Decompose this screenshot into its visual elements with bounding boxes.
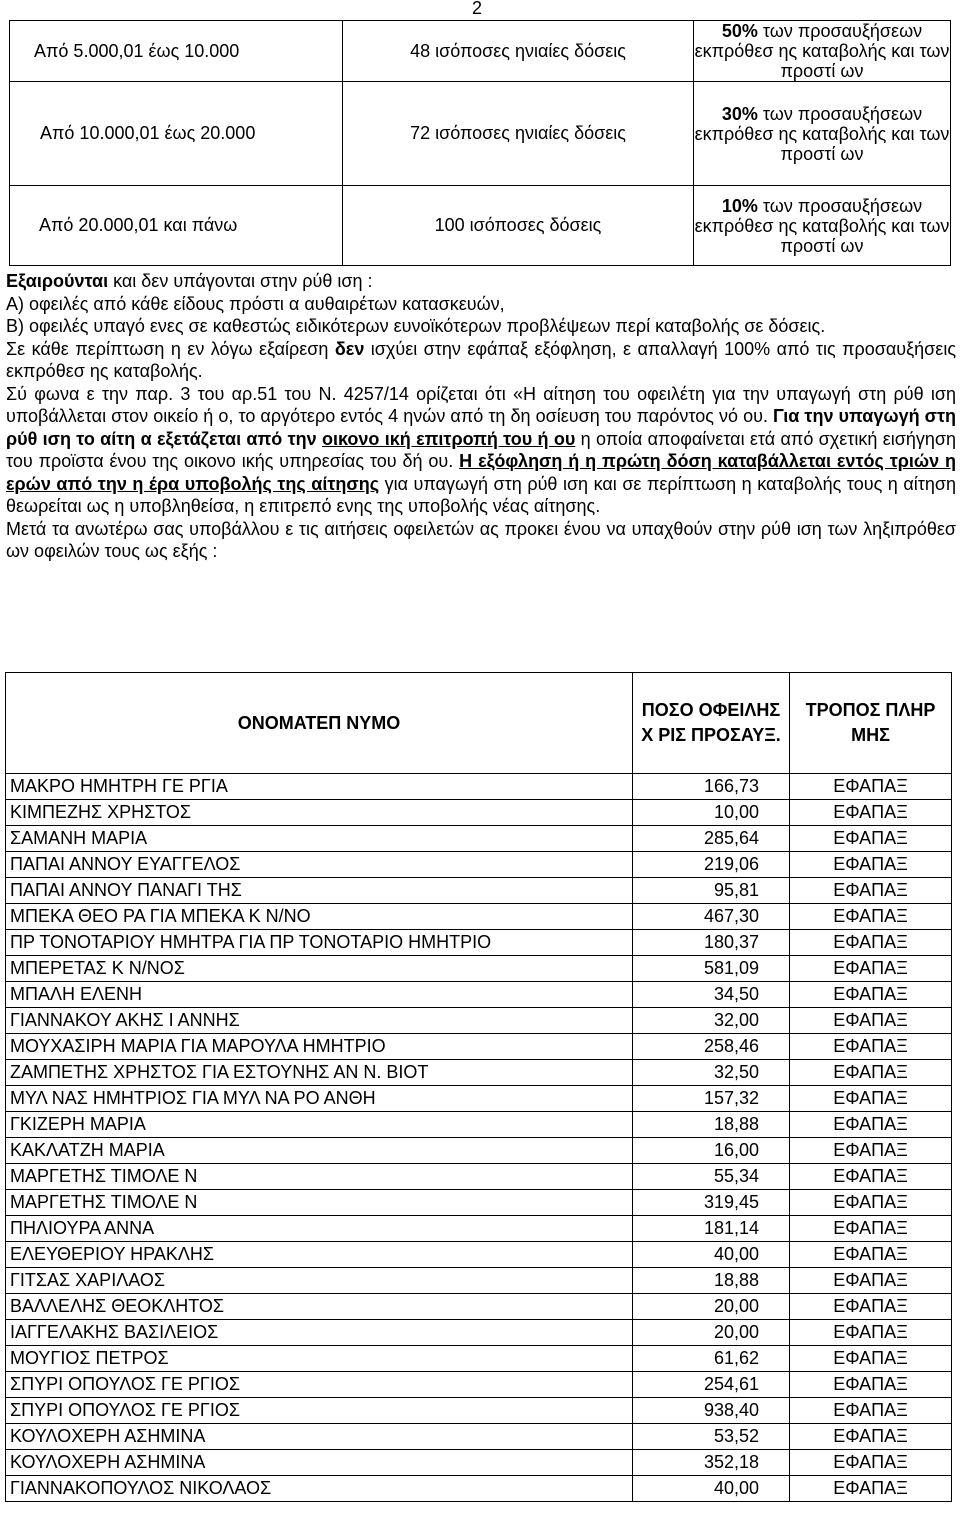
discount-cell [694, 82, 951, 186]
table-row [6, 1242, 952, 1268]
p2-bold-underline-2: Η εξόφληση ή η πρώτη δόση καταβάλλεται εντός τριών η ερών από την η έρα υποβολής της αίτησης [6, 451, 956, 494]
discount-percent: 10% [721, 195, 758, 216]
debtor-name: ΠΡ ΤΟΝΟΤΑΡΙΟΥ ΗΜΗΤΡΑ ΓΙΑ ΠΡ ΤΟΝΟΤΑΡΙΟ ΗΜΗΤΡΙΟ [6, 930, 633, 956]
debtor-name: ΙΑΓΓΕΛΑΚΗΣ ΒΑΣΙΛΕΙΟΣ [6, 1320, 633, 1346]
debtor-payment-mode: ΕΦΑΠΑΞ [790, 982, 952, 1008]
debtor-amount: 157,32 [633, 1086, 790, 1112]
debtor-amount: 254,61 [633, 1372, 790, 1398]
debtor-name: ΓΙΤΣΑΣ ΧΑΡΙΛΑΟΣ [6, 1268, 633, 1294]
debtor-amount: 61,62 [633, 1346, 790, 1372]
debtor-name: ΚΑΚΛΑΤΖΗ ΜΑΡΙΑ [6, 1138, 633, 1164]
table-row [6, 904, 952, 930]
debtor-amount: 219,06 [633, 852, 790, 878]
debtor-amount: 10,00 [633, 800, 790, 826]
debtor-name: ΜΟΥΧΑΣΙΡΗ ΜΑΡΙΑ ΓΙΑ ΜΑΡΟΥΛΑ ΗΜΗΤΡΙΟ [6, 1034, 633, 1060]
debtor-amount: 95,81 [633, 878, 790, 904]
law-paragraph [6, 383, 956, 518]
installments-cell [343, 186, 694, 266]
table-row [6, 1034, 952, 1060]
debtor-name: ΜΠΕΚΑ ΘΕΟ ΡΑ ΓΙΑ ΜΠΕΚΑ Κ Ν/ΝΟ [6, 904, 633, 930]
table-row [6, 956, 952, 982]
table-row [6, 1060, 952, 1086]
lump-sum-paragraph [6, 338, 956, 383]
debtor-name: ΚΟΥΛΟΧΕΡΗ ΑΣΗΜΙΝΑ [6, 1424, 633, 1450]
debtor-name: ΜΠΕΡΕΤΑΣ Κ Ν/ΝΟΣ [6, 956, 633, 982]
header-name: ΟΝΟΜΑΤΕΠ ΝΥΜΟ [6, 673, 633, 774]
range-cell [10, 82, 343, 186]
table-row [6, 1268, 952, 1294]
installments-text: 72 ισόποσες ηνιαίες δόσεις [410, 123, 626, 144]
exemption-heading [6, 270, 956, 293]
debtor-amount: 180,37 [633, 930, 790, 956]
body-text [6, 270, 956, 563]
debtor-payment-mode: ΕΦΑΠΑΞ [790, 1060, 952, 1086]
debtor-payment-mode: ΕΦΑΠΑΞ [790, 1190, 952, 1216]
discount-percent: 30% [721, 103, 758, 124]
table-row [6, 1450, 952, 1476]
exemption-label: Εξαιρούνται [6, 271, 109, 291]
range-text: Από 20.000,01 και πάνω [39, 215, 238, 236]
debtor-name: ΜΥΛ ΝΑΣ ΗΜΗΤΡΙΟΣ ΓΙΑ ΜΥΛ ΝΑ ΡΟ ΑΝΘΗ [6, 1086, 633, 1112]
exemption-text: και δεν υπάγονται στην ρύθ ιση : [108, 271, 373, 291]
debtor-amount: 53,52 [633, 1424, 790, 1450]
debtor-amount: 285,64 [633, 826, 790, 852]
p2-bold: Για την υπαγωγή στη ρύθ ιση το αίτη α εξετάζεται από την [6, 406, 957, 449]
table-row [6, 1346, 952, 1372]
discount-cell [694, 186, 951, 266]
debtors-body [6, 774, 952, 1502]
installments-text: 100 ισόποσες δόσεις [434, 215, 602, 236]
debtor-amount: 467,30 [633, 904, 790, 930]
debtor-amount: 34,50 [633, 982, 790, 1008]
debtor-name: ΓΙΑΝΝΑΚΟΠΟΥΛΟΣ ΝΙΚΟΛΑΟΣ [6, 1476, 633, 1502]
exemption-item-a: Α) οφειλές από κάθε είδους πρόστι α αυθαιρέτων κατασκευών, [6, 293, 505, 314]
table-row [6, 1294, 952, 1320]
table-row [6, 800, 952, 826]
debtor-payment-mode: ΕΦΑΠΑΞ [790, 1346, 952, 1372]
installments-cell [343, 82, 694, 186]
debtor-payment-mode: ΕΦΑΠΑΞ [790, 1450, 952, 1476]
debtor-amount: 258,46 [633, 1034, 790, 1060]
p2-text-a: Σύ φωνα ε την παρ. 3 του αρ.51 του Ν. 4257/14 ορίζεται ότι «Η αίτηση του οφειλέτη για την υπαγωγή στη ρύθ ιση υποβάλλεται στον οικείο ή ο, το αργότερο εντός 4 ηνών από τη δη οσίευση του παρόντος νό ου. [6, 383, 956, 426]
debtor-name: ΜΠΑΛΗ ΕΛΕΝΗ [6, 982, 633, 1008]
debtor-name: ΣΠΥΡΙ ΟΠΟΥΛΟΣ ΓΕ ΡΓΙΟΣ [6, 1398, 633, 1424]
table-row [6, 1086, 952, 1112]
debtor-payment-mode: ΕΦΑΠΑΞ [790, 878, 952, 904]
debtor-payment-mode: ΕΦΑΠΑΞ [790, 1034, 952, 1060]
debtor-amount: 20,00 [633, 1294, 790, 1320]
debtor-name: ΠΑΠΑΙ ΑΝΝΟΥ ΠΑΝΑΓΙ ΤΗΣ [6, 878, 633, 904]
range-cell [10, 21, 343, 82]
debtor-payment-mode: ΕΦΑΠΑΞ [790, 904, 952, 930]
table-row [6, 982, 952, 1008]
p1-text-a: Σε κάθε περίπτωση η εν λόγω εξαίρεση [6, 338, 335, 359]
debtor-amount: 32,50 [633, 1060, 790, 1086]
debtor-payment-mode: ΕΦΑΠΑΞ [790, 1138, 952, 1164]
discount-text: των προσαυξήσεων εκπρόθεσ ης καταβολής και των προστί ων [694, 103, 950, 165]
debtor-payment-mode: ΕΦΑΠΑΞ [790, 826, 952, 852]
exemption-item-b: Β) οφειλές υπαγό ενες σε καθεστώς ειδικότερων ευνοϊκότερων προβλέψεων περί καταβολής σε δόσεις. [6, 316, 826, 336]
table-row [6, 1424, 952, 1450]
p1-text-b: ισχύει στην εφάπαξ εξόφληση, ε απαλλαγή 100% από τις προσαυξήσεις εκπρόθεσ ης καταβολής. [6, 338, 956, 381]
table-row [6, 1138, 952, 1164]
debtor-amount: 16,00 [633, 1138, 790, 1164]
debtor-name: ΚΟΥΛΟΧΕΡΗ ΑΣΗΜΙΝΑ [6, 1450, 633, 1476]
debtor-amount: 55,34 [633, 1164, 790, 1190]
table-row [6, 878, 952, 904]
debtor-name: ΕΛΕΥΘΕΡΙΟΥ ΗΡΑΚΛΗΣ [6, 1242, 633, 1268]
discount-text: των προσαυξήσεων εκπρόθεσ ης καταβολής και των προστί ων [694, 21, 950, 82]
p2-text-b: η οποία αποφαίνεται ετά από σχετική εισήγηση του προϊστα ένου της οικονο ικής υπηρεσίας του δή ου. [6, 428, 956, 471]
table-row [6, 1008, 952, 1034]
p1-bold: δεν [334, 338, 365, 359]
submission-paragraph: Μετά τα ανωτέρω σας υποβάλλου ε τις αιτήσεις οφειλετών ας προκει ένου να υπαχθούν στην ρύθ ιση των ληξιπρόθεσ ων οφειλών τους ως εξής : [6, 518, 956, 561]
table-row [6, 1190, 952, 1216]
debtor-name: ΜΟΥΓΙΟΣ ΠΕΤΡΟΣ [6, 1346, 633, 1372]
p2-bold-underline-1: οικονο ική επιτροπή του ή ου [321, 428, 576, 449]
debtor-payment-mode: ΕΦΑΠΑΞ [790, 1398, 952, 1424]
table-row [6, 930, 952, 956]
debtor-name: ΚΙΜΠΕΖΗΣ ΧΡΗΣΤΟΣ [6, 800, 633, 826]
discount-percent: 50% [721, 21, 758, 41]
range-text: Από 5.000,01 έως 10.000 [34, 40, 240, 61]
debtor-payment-mode: ΕΦΑΠΑΞ [790, 930, 952, 956]
debtor-name: ΜΑΚΡΟ ΗΜΗΤΡΗ ΓΕ ΡΓΙΑ [6, 774, 633, 800]
debtor-amount: 581,09 [633, 956, 790, 982]
table-row [6, 1320, 952, 1346]
table-row [6, 1112, 952, 1138]
debtor-payment-mode: ΕΦΑΠΑΞ [790, 852, 952, 878]
installment-row [10, 186, 951, 266]
debtor-payment-mode: ΕΦΑΠΑΞ [790, 1372, 952, 1398]
table-row [6, 1476, 952, 1502]
debtor-payment-mode: ΕΦΑΠΑΞ [790, 1008, 952, 1034]
discount-cell [694, 21, 951, 82]
installments-cell [343, 21, 694, 82]
discount-text: των προσαυξήσεων εκπρόθεσ ης καταβολής και των προστί ων [694, 195, 950, 257]
debtor-amount: 181,14 [633, 1216, 790, 1242]
debtor-payment-mode: ΕΦΑΠΑΞ [790, 1424, 952, 1450]
debtor-name: ΠΑΠΑΙ ΑΝΝΟΥ ΕΥΑΓΓΕΛΟΣ [6, 852, 633, 878]
debtor-amount: 40,00 [633, 1476, 790, 1502]
debtor-name: ΣΠΥΡΙ ΟΠΟΥΛΟΣ ΓΕ ΡΓΙΟΣ [6, 1372, 633, 1398]
debtor-payment-mode: ΕΦΑΠΑΞ [790, 800, 952, 826]
installments-text: 48 ισόποσες ηνιαίες δόσεις [410, 40, 626, 61]
range-text: Από 10.000,01 έως 20.000 [40, 123, 256, 144]
header-amount: ΠΟΣΟ ΟΦΕΙΛΗΣ Χ ΡΙΣ ΠΡΟΣΑΥΞ. [633, 673, 790, 774]
debtor-amount: 20,00 [633, 1320, 790, 1346]
table-row [6, 1372, 952, 1398]
debtor-amount: 18,88 [633, 1112, 790, 1138]
installment-row [10, 21, 951, 82]
debtors-table [5, 672, 952, 1502]
debtor-amount: 352,18 [633, 1450, 790, 1476]
table-row [6, 1398, 952, 1424]
debtor-name: ΜΑΡΓΕΤΗΣ ΤΙΜΟΛΕ Ν [6, 1190, 633, 1216]
table-row [6, 1216, 952, 1242]
range-cell [10, 186, 343, 266]
debtor-payment-mode: ΕΦΑΠΑΞ [790, 774, 952, 800]
debtor-payment-mode: ΕΦΑΠΑΞ [790, 1268, 952, 1294]
debtor-payment-mode: ΕΦΑΠΑΞ [790, 1242, 952, 1268]
debtor-payment-mode: ΕΦΑΠΑΞ [790, 1216, 952, 1242]
installment-row [10, 82, 951, 186]
p2-text-c: για υπαγωγή στη ρύθ ιση και σε περίπτωση η καταβολής τους η αίτηση θεωρείται ως η υποβληθείσα, η επιτρεπό ενης της υποβολής νέας αίτησης. [6, 473, 956, 516]
debtor-name: ΓΚΙΖΕΡΗ ΜΑΡΙΑ [6, 1112, 633, 1138]
debtor-amount: 938,40 [633, 1398, 790, 1424]
debtor-payment-mode: ΕΦΑΠΑΞ [790, 1320, 952, 1346]
table-row [6, 826, 952, 852]
installment-table [9, 20, 951, 266]
debtor-payment-mode: ΕΦΑΠΑΞ [790, 1164, 952, 1190]
debtor-name: ΠΗΛΙΟΥΡΑ ΑΝΝΑ [6, 1216, 633, 1242]
debtor-name: ΣΑΜΑΝΗ ΜΑΡΙΑ [6, 826, 633, 852]
debtor-payment-mode: ΕΦΑΠΑΞ [790, 1112, 952, 1138]
debtor-payment-mode: ΕΦΑΠΑΞ [790, 1086, 952, 1112]
header-mode: ΤΡΟΠΟΣ ΠΛΗΡ ΜΗΣ [790, 673, 952, 774]
debtor-amount: 319,45 [633, 1190, 790, 1216]
debtor-amount: 166,73 [633, 774, 790, 800]
debtor-name: ΓΙΑΝΝΑΚΟΥ ΑΚΗΣ Ι ΑΝΝΗΣ [6, 1008, 633, 1034]
debtor-amount: 32,00 [633, 1008, 790, 1034]
debtor-amount: 18,88 [633, 1268, 790, 1294]
debtor-name: ΖΑΜΠΕΤΗΣ ΧΡΗΣΤΟΣ ΓΙΑ ΕΣΤΟΥΝΗΣ ΑΝ Ν. ΒΙΟΤ [6, 1060, 633, 1086]
table-row [6, 852, 952, 878]
debtor-name: ΜΑΡΓΕΤΗΣ ΤΙΜΟΛΕ Ν [6, 1164, 633, 1190]
table-row [6, 1164, 952, 1190]
debtor-amount: 40,00 [633, 1242, 790, 1268]
debtor-payment-mode: ΕΦΑΠΑΞ [790, 1476, 952, 1502]
debtor-name: ΒΑΛΛΕΛΗΣ ΘΕΟΚΛΗΤΟΣ [6, 1294, 633, 1320]
table-row [6, 774, 952, 800]
debtor-payment-mode: ΕΦΑΠΑΞ [790, 1294, 952, 1320]
debtors-header-row [6, 673, 952, 774]
page-number: 2 [472, 0, 483, 18]
debtor-payment-mode: ΕΦΑΠΑΞ [790, 956, 952, 982]
